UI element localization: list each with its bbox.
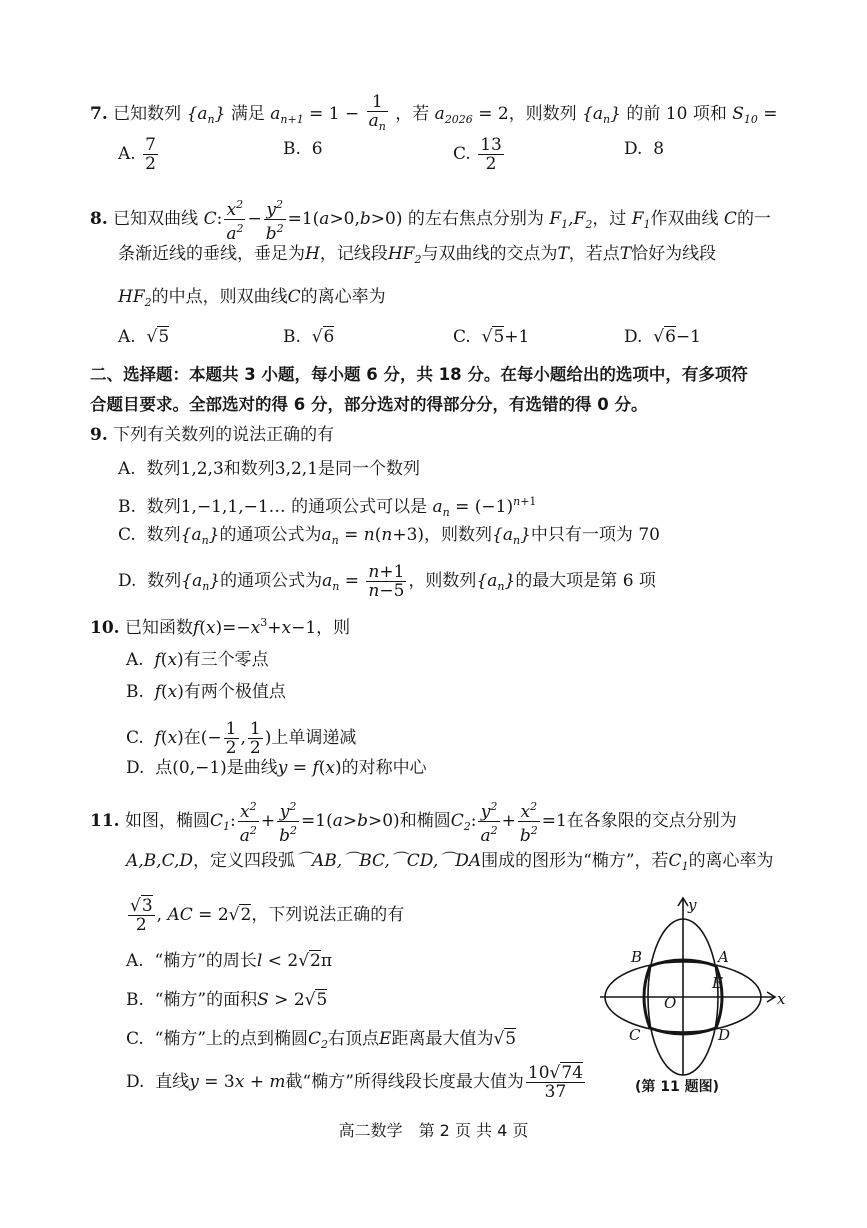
q7-option-a: A. $\frac{7}{2}$	[118, 135, 156, 174]
q10-option-d: D. 点(0,−1)是曲线y = f(x)的对称中心	[126, 758, 427, 778]
q11-option-c: C. “椭方”上的点到椭圆$C_2$右顶点E距离最大值为√5	[126, 1029, 517, 1051]
label-b: B	[631, 948, 643, 966]
q10-stem: 10. 已知函数$f(x)=-x^3+x-1$，则	[90, 616, 351, 638]
q7-number: 7.	[90, 104, 108, 124]
q8-stem-line1: 8. 已知双曲线 C: $\frac{x^2}{a^2}$ − $\frac{y^2}{b^2}$ =1(a>0,b>0) 的左右焦点分别为 $F_1,F_2$，过 $F_1$作双曲线 C的一	[90, 198, 771, 244]
q8-option-b: B. √6	[283, 327, 335, 347]
q8-stem-line3: $HF_2$的中点，则双曲线C的离心率为	[118, 287, 386, 309]
q7-stem: 7. 已知数列 $\{a_n\}$ 满足 $a_{n+1} = 1$ − $\frac{1}{a_n}$ ，若 $a_{2026} = 2$，则数列 $\{a_n\}$ 的前 10 项和 $S_{10}$ =	[90, 93, 778, 136]
section2-heading-line1: 二、选择题：本题共 3 小题，每小题 6 分，共 18 分。在每小题给出的选项中，有多项符	[90, 365, 748, 384]
q8-option-c: C. √5+1	[453, 327, 530, 347]
q11-stem-line2: A,B,C,D，定义四段弧⌒AB,⌒BC,⌒CD,⌒DA围成的图形为“椭方”，若$C_1$的离心率为	[126, 851, 774, 873]
q11-stem-line3: $\frac{√3}{2}$ , AC = 2√2，下列说法正确的有	[130, 896, 405, 935]
q10-option-c: C. f(x)在(− $\frac{1}{2}$ , $\frac{1}{2}$ )上单调递减	[126, 719, 357, 758]
page-footer: 高二数学 第 2 页 共 4 页	[338, 1121, 529, 1140]
section2-heading-line2: 合题目要求。全部选对的得 6 分，部分选对的得部分分，有选错的得 0 分。	[90, 395, 648, 414]
figure-caption: (第 11 题图)	[635, 1079, 720, 1095]
q11-stem-line1: 11. 如图，椭圆$C_1$: $\frac{x^2}{a^2}$ + $\frac{y^2}{b^2}$ =1(a>b>0)和椭圆$C_2$: $\frac{y^2}{a^2}$ + $\frac{x^2}{b^2}$ =1在各象限的交点分别为	[90, 800, 737, 846]
q11-option-d: D. 直线y = 3x + m截“椭方”所得线段长度最大值为 $\frac{10√74}{37}$	[126, 1063, 584, 1102]
q11-option-a: A. “椭方”的周长l < 2√2π	[126, 951, 333, 971]
label-c: C	[629, 1026, 641, 1044]
label-d: D	[718, 1026, 731, 1044]
ellipse-square-figure	[595, 890, 795, 1080]
label-y: y	[688, 896, 697, 914]
q9-option-c: C. 数列$\{a_n\}$的通项公式为$a_n = n(n+3)$，则数列$\{a_n\}$中只有一项为 70	[118, 525, 660, 547]
q10-option-a: A. f(x)有三个零点	[126, 650, 269, 670]
q9-option-a: A. 数列1,2,3和数列3,2,1是同一个数列	[118, 459, 421, 479]
q7-option-c: C. $\frac{13}{2}$	[453, 135, 502, 174]
q8-option-d: D. √6−1	[624, 327, 701, 347]
q9-option-d: D. 数列$\{a_n\}$的通项公式为$a_n$ = $\frac{n+1}{n-5}$ ，则数列$\{a_n\}$的最大项是第 6 项	[118, 562, 656, 601]
label-e: E	[712, 974, 723, 992]
label-x: x	[777, 990, 786, 1008]
q8-stem-line2: 条渐近线的垂线，垂足为H，记线段$HF_2$与双曲线的交点为T，若点T恰好为线段	[118, 244, 717, 266]
q10-option-b: B. f(x)有两个极值点	[126, 682, 286, 702]
q7-option-b: B. 6	[283, 139, 323, 159]
q9-option-b: B. 数列1,−1,1,−1… 的通项公式可以是 $a_n = (-1)^{n+1}$	[118, 495, 537, 519]
label-a: A	[718, 948, 729, 966]
label-o: O	[664, 994, 677, 1012]
q11-option-b: B. “椭方”的面积S > 2√5	[126, 990, 328, 1010]
q7-option-d: D. 8	[624, 139, 665, 159]
q9-stem: 9. 下列有关数列的说法正确的有	[90, 425, 335, 445]
q8-option-a: A. √5	[118, 327, 170, 347]
